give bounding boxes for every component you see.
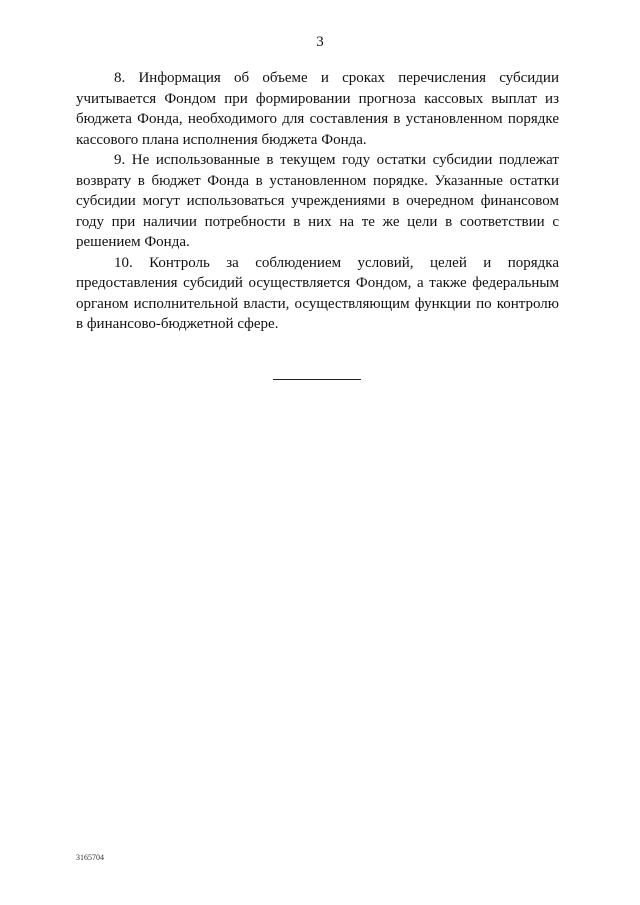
document-body: [76, 68, 559, 335]
paragraph-8: 8. Информация об объеме и сроках перечисления субсидии учитывается Фондом при формировании прогноза кассовых выплат из бюджета Фонда, необходимого для составления в установленном порядке кассового плана исполнения бюджета Фонда.: [76, 70, 559, 148]
paragraph-10: 10. Контроль за соблюдением условий, целей и порядка предоставления субсидий осуществляется Фондом, а также федеральным органом исполнительной власти, осуществляющим функции по контролю в финансово-бюджетной сфере.: [76, 254, 559, 332]
page-number: 3: [316, 34, 324, 50]
document-code: 3165704: [76, 853, 104, 862]
paragraph-9: 9. Не использованные в текущем году остатки субсидии подлежат возврату в бюджет Фонда в установленном порядке. Указанные остатки субсидии могут использоваться учреждениями в очередном финансовом году при наличии потребности в них на те же цели в соответствии с решением Фонда.: [76, 152, 559, 250]
end-separator-line: [273, 379, 361, 380]
